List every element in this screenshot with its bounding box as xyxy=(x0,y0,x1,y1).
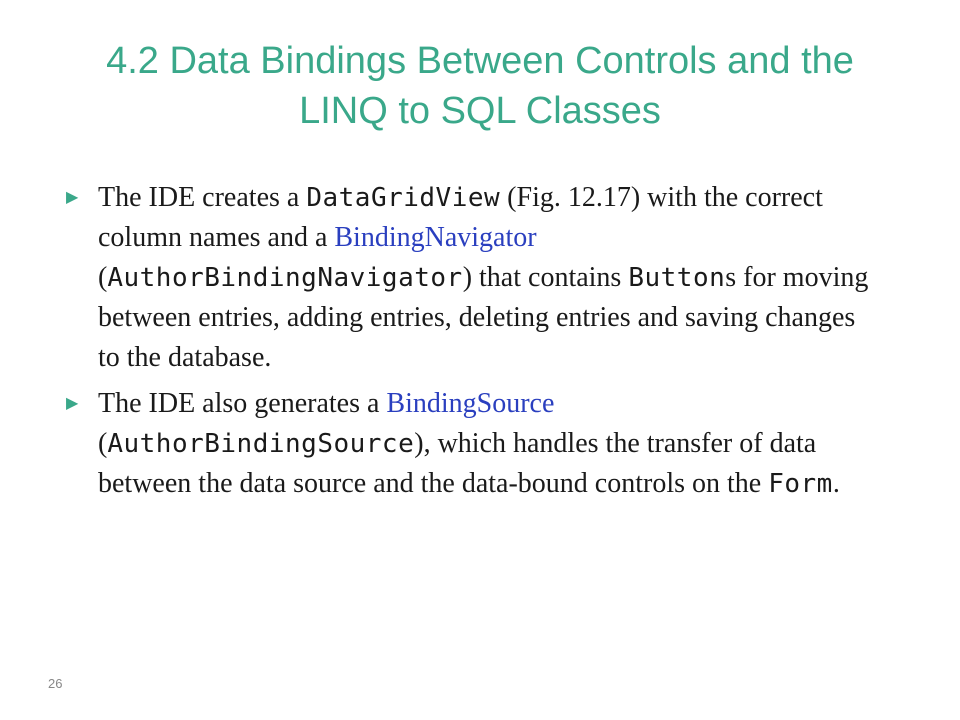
arrow-bullet-icon: ▶ xyxy=(66,395,79,412)
arrow-bullet-icon: ▶ xyxy=(66,189,79,206)
link-bindingnavigator[interactable]: BindingNavigator xyxy=(334,222,537,253)
code-datagridview: DataGridView xyxy=(306,183,501,213)
bullet-text: s for moving between entries, adding entries, deleting entries and saving changes to the database. xyxy=(98,262,869,373)
page-number: 26 xyxy=(48,676,63,691)
slide-title-line-1: 4.2 Data Bindings Between Controls and the xyxy=(106,40,854,82)
code-authorbindingnavigator: AuthorBindingNavigator xyxy=(107,263,463,293)
bullet-item-datagridview xyxy=(62,178,872,378)
bullet-text: The IDE also generates a xyxy=(98,388,387,419)
code-authorbindingsource: AuthorBindingSource xyxy=(107,429,415,459)
bullet-list xyxy=(62,178,872,510)
bullet-text: ), which handles the transfer of data between the data source and the data-bound controls on the xyxy=(98,428,817,499)
bullet-text: (Fig. 12.17) with the correct column names and a xyxy=(98,182,823,253)
code-button: Button xyxy=(628,263,726,293)
slide-title xyxy=(40,36,920,136)
bullet-text: The IDE creates a xyxy=(98,182,307,213)
link-bindingsource[interactable]: BindingSource xyxy=(386,388,555,419)
bullet-text: ( xyxy=(98,428,108,459)
bullet-item-bindingsource xyxy=(62,384,872,504)
slide-title-line-2: LINQ to SQL Classes xyxy=(299,90,661,132)
bullet-text: ) that contains xyxy=(462,262,629,293)
bullet-text: ( xyxy=(98,262,108,293)
code-form: Form xyxy=(768,469,833,499)
bullet-text: . xyxy=(832,468,840,499)
